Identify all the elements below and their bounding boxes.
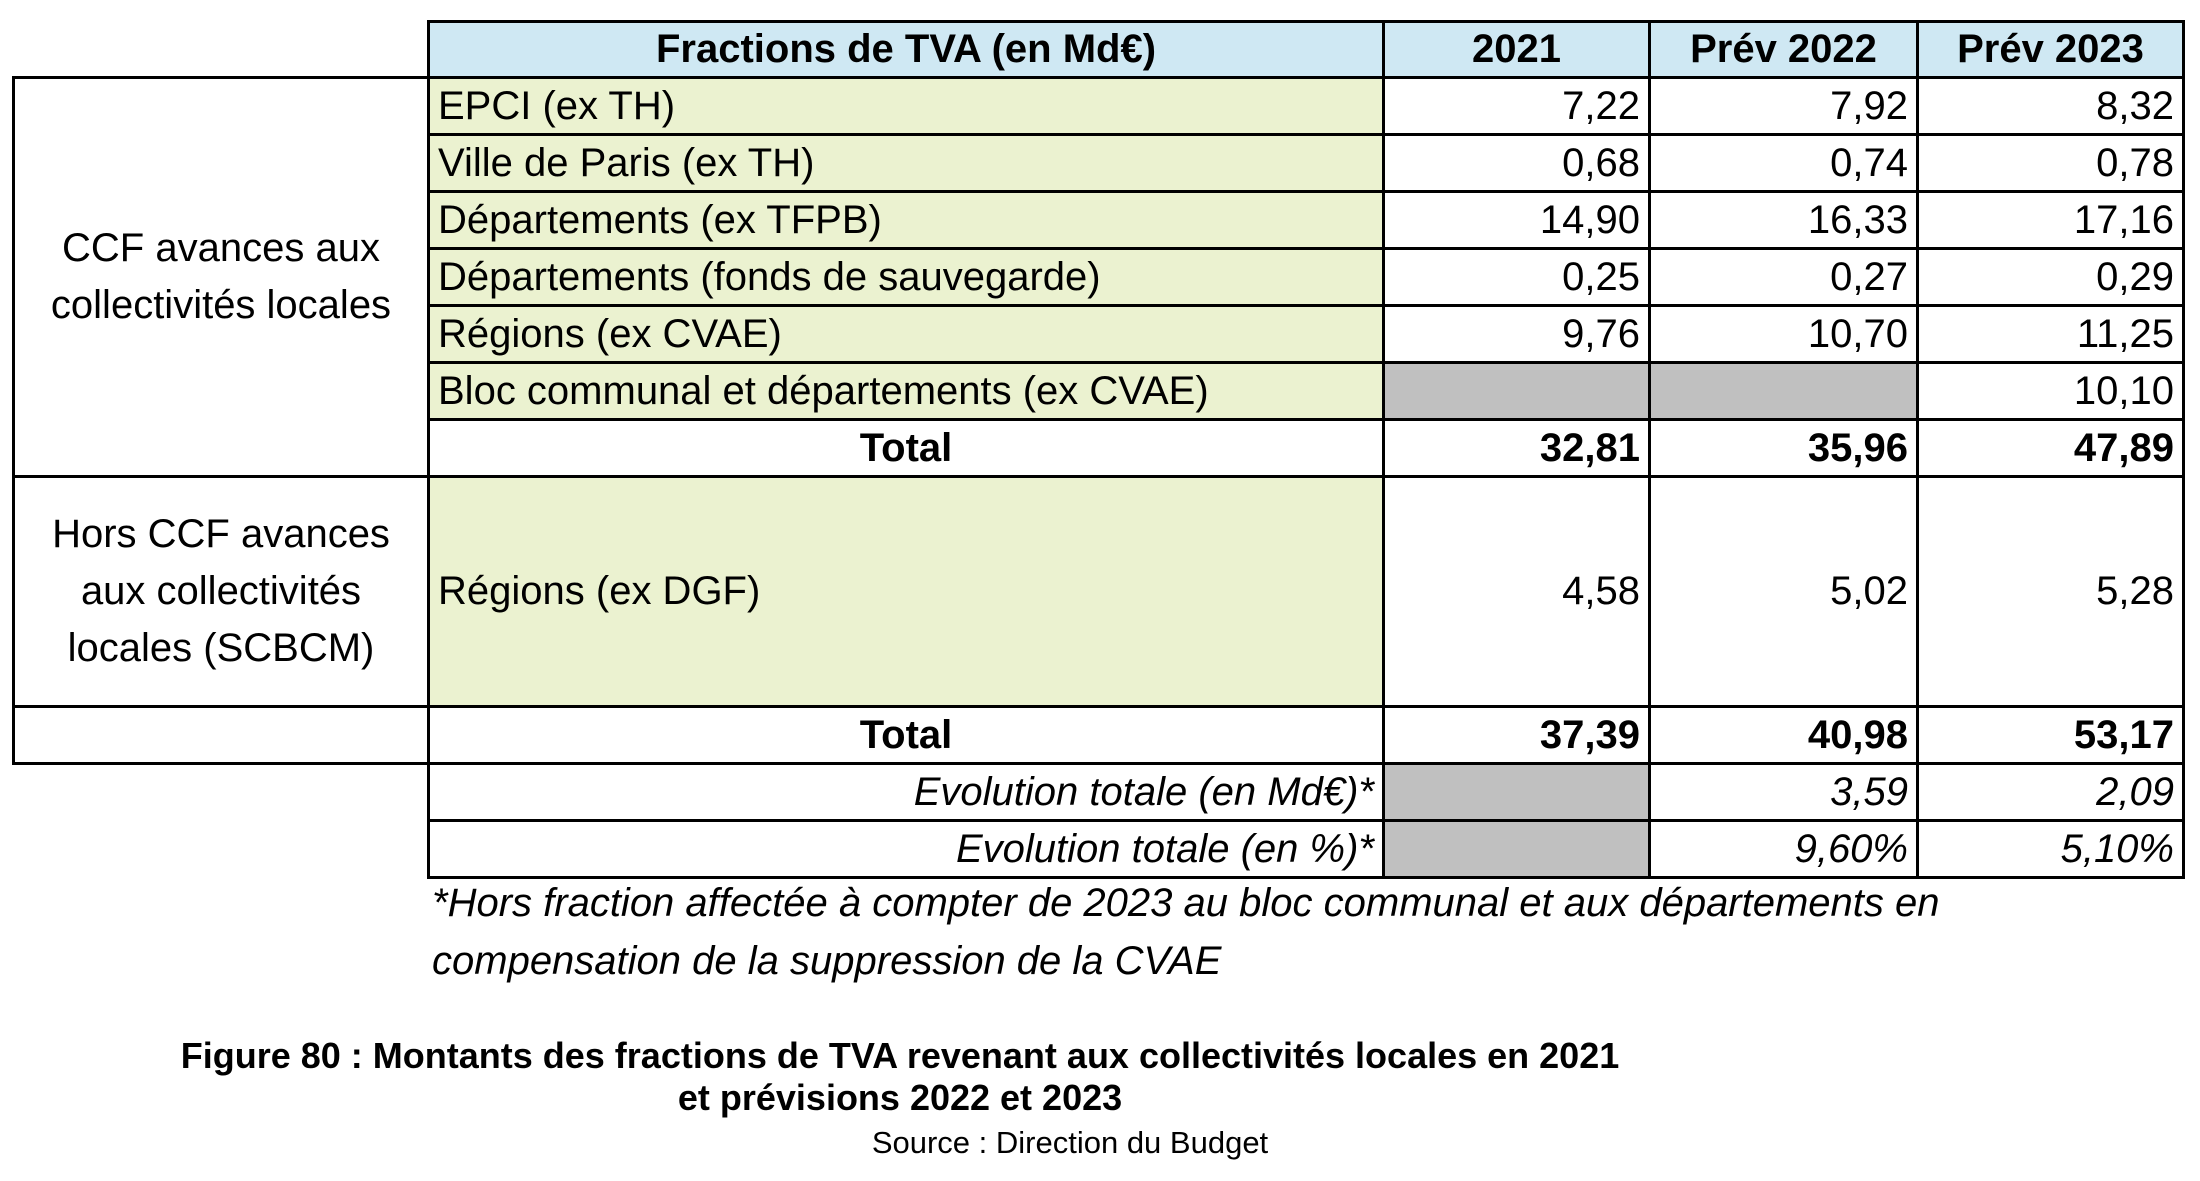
- header-fractions: Fractions de TVA (en Md€): [429, 22, 1384, 78]
- row-label: Régions (ex CVAE): [429, 306, 1384, 363]
- caption-line-1: Figure 80 : Montants des fractions de TVA revenant aux collectivités locales en 2021: [180, 1035, 1620, 1076]
- value-2022: 0,27: [1650, 249, 1918, 306]
- subtotal-label: Total: [429, 420, 1384, 477]
- value-2023: 11,25: [1918, 306, 2184, 363]
- value-2021: 0,25: [1384, 249, 1650, 306]
- value-2023: 0,29: [1918, 249, 2184, 306]
- table-header-row: [14, 22, 2184, 78]
- row-label: Ville de Paris (ex TH): [429, 135, 1384, 192]
- total-label: Total: [429, 707, 1384, 764]
- tva-fractions-table: [12, 20, 2185, 879]
- source-note: Source : Direction du Budget: [871, 1125, 1269, 1160]
- row-label: EPCI (ex TH): [429, 78, 1384, 135]
- row-label: Régions (ex DGF): [429, 477, 1384, 707]
- table-row: [14, 78, 2184, 135]
- subtotal-2023: 47,89: [1918, 420, 2184, 477]
- value-2023: 0,78: [1918, 135, 2184, 192]
- empty-grey-cell: [1384, 764, 1650, 821]
- figure-caption: [0, 1035, 1800, 1119]
- value-2021: 4,58: [1384, 477, 1650, 707]
- value-2023: 17,16: [1918, 192, 2184, 249]
- total-2023: 53,17: [1918, 707, 2184, 764]
- row-label: Départements (fonds de sauvegarde): [429, 249, 1384, 306]
- total-row: [14, 707, 2184, 764]
- value-2021: 7,22: [1384, 78, 1650, 135]
- value-2023: 8,32: [1918, 78, 2184, 135]
- value-2021: 0,68: [1384, 135, 1650, 192]
- row-label: Bloc communal et départements (ex CVAE): [429, 363, 1384, 420]
- value-2022: 16,33: [1650, 192, 1918, 249]
- header-2022: Prév 2022: [1650, 22, 1918, 78]
- evolution-md-2022: 3,59: [1650, 764, 1918, 821]
- total-2021: 37,39: [1384, 707, 1650, 764]
- value-2022: 7,92: [1650, 78, 1918, 135]
- total-2022: 40,98: [1650, 707, 1918, 764]
- empty-grey-cell: [1384, 363, 1650, 420]
- value-2022: 5,02: [1650, 477, 1918, 707]
- empty-grey-cell: [1650, 363, 1918, 420]
- value-2021: 14,90: [1384, 192, 1650, 249]
- empty-grey-cell: [1384, 821, 1650, 878]
- group-label-hors-ccf: Hors CCF avances aux collectivités locales (SCBCM): [14, 477, 429, 707]
- evolution-pct-2022: 9,60%: [1650, 821, 1918, 878]
- header-2021: 2021: [1384, 22, 1650, 78]
- evolution-md-label: Evolution totale (en Md€)*: [429, 764, 1384, 821]
- evolution-pct-label: Evolution totale (en %)*: [429, 821, 1384, 878]
- evolution-pct-row: [14, 821, 2184, 878]
- value-2022: 0,74: [1650, 135, 1918, 192]
- group-label-ccf: CCF avances aux collectivités locales: [14, 78, 429, 477]
- value-2021: 9,76: [1384, 306, 1650, 363]
- empty-group-cell: [14, 707, 429, 764]
- value-2022: 10,70: [1650, 306, 1918, 363]
- header-2023: Prév 2023: [1918, 22, 2184, 78]
- row-label: Départements (ex TFPB): [429, 192, 1384, 249]
- value-2023: 5,28: [1918, 477, 2184, 707]
- evolution-md-2023: 2,09: [1918, 764, 2184, 821]
- evolution-pct-2023: 5,10%: [1918, 821, 2184, 878]
- caption-line-2: et prévisions 2022 et 2023: [677, 1077, 1123, 1118]
- empty-cell: [14, 821, 429, 878]
- empty-corner: [14, 22, 429, 78]
- subtotal-2021: 32,81: [1384, 420, 1650, 477]
- evolution-md-row: [14, 764, 2184, 821]
- value-2023: 10,10: [1918, 363, 2184, 420]
- table-row: [14, 477, 2184, 707]
- footnote: *Hors fraction affectée à compter de 2023 au bloc communal et aux départements en compensation de la suppression de la CVAE: [432, 881, 1940, 983]
- empty-cell: [14, 764, 429, 821]
- subtotal-2022: 35,96: [1650, 420, 1918, 477]
